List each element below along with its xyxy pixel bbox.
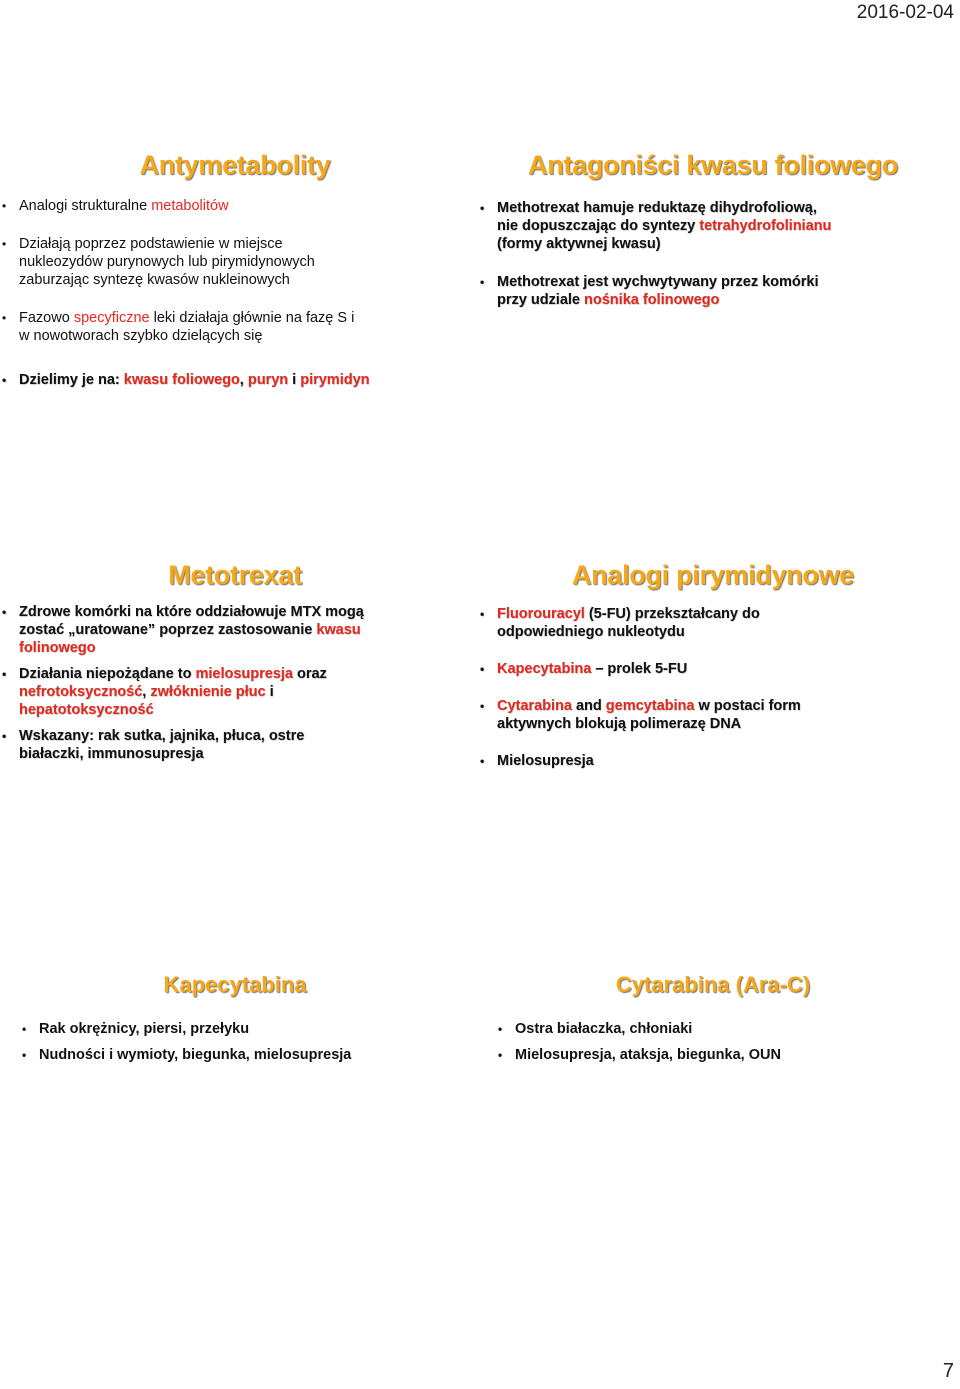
bullet-list [0, 197, 470, 345]
list-item: • Zdrowe komórki na które oddziałowuje MTX mogą zostać „uratowane” poprzez zastosowanie kwasu folinowego [2, 604, 364, 656]
slide-title: Antymetabolity [139, 150, 331, 180]
list-item: • Cytarabina and gemcytabina w postaci form aktywnych blokują polimerazę DNA [480, 698, 801, 732]
page-number: 7 [942, 1360, 954, 1382]
bullet-icon: • [480, 754, 485, 768]
bullet-icon: • [498, 1022, 503, 1036]
list-item: • Analogi strukturalne metabolitów [2, 198, 229, 214]
slide-title: Cytarabina (Ara-C) [615, 972, 811, 997]
list-item: • Działania niepożądane to mielosupresja oraz nefrotoksyczność, zwłóknienie płuc i hepatotoksyczność [2, 666, 327, 718]
slide-kapecytabina [0, 972, 470, 1075]
list-item: • Kapecytabina – prolek 5-FU [480, 661, 688, 677]
slide-cytarabina [478, 972, 948, 1075]
list-item: • Wskazany: rak sutka, jajnika, płuca, ostre białaczki, immunosupresja [2, 728, 305, 762]
list-item: • Ostra białaczka, chłoniaki [498, 1021, 693, 1037]
list-item: • Fluorouracyl (5-FU) przekształcany do odpowiedniego nukleotydu [480, 606, 760, 640]
slide-title: Analogi pirymidynowe [571, 560, 855, 590]
bullet-icon: • [2, 373, 7, 387]
bullet-icon: • [480, 699, 485, 713]
list-item: • Dzielimy je na: kwasu foliowego, puryn i pirymidyn [2, 372, 370, 388]
bullet-list [0, 603, 470, 763]
bullet-icon: • [22, 1022, 27, 1036]
list-item: • Methotrexat hamuje reduktazę dihydrofoliową, nie dopuszczając do syntezy tetrahydrofolinianu (formy aktywnej kwasu) [480, 200, 832, 252]
bullet-icon: • [480, 607, 485, 621]
bullet-icon: • [480, 662, 485, 676]
slide-metotrexat [0, 560, 470, 774]
list-item: • Fazowo specyficzne leki działaja głównie na fazę S i w nowotworach szybko dzielących się [2, 310, 355, 344]
bullet-list [478, 199, 948, 309]
bullet-icon: • [2, 667, 7, 681]
bullet-list [478, 605, 948, 770]
bullet-icon: • [480, 201, 485, 215]
bullet-icon: • [2, 729, 7, 743]
bullet-list [478, 1020, 948, 1064]
slide-title: Antagoniści kwasu foliowego [528, 150, 898, 180]
list-item: • Rak okrężnicy, piersi, przełyku [22, 1021, 250, 1037]
slide-analogi-pirymidynowe [478, 560, 948, 781]
list-item: • Nudności i wymioty, biegunka, mielosupresja [22, 1047, 352, 1063]
list-item: • Methotrexat jest wychwytywany przez komórki przy udziale nośnika folinowego [480, 274, 819, 308]
slide-antagonisci-kwasu-foliowego [478, 150, 948, 320]
list-item: • Mielosupresja [480, 753, 594, 769]
slide-title: Metotrexat [168, 560, 302, 590]
slide-title: Kapecytabina [163, 972, 307, 997]
list-item: • Mielosupresja, ataksja, biegunka, OUN [498, 1047, 781, 1063]
bullet-list-summary [0, 371, 470, 389]
bullet-icon: • [480, 275, 485, 289]
bullet-icon: • [2, 311, 7, 325]
slide-antymetabolity [0, 150, 470, 400]
bullet-icon: • [2, 237, 7, 251]
bullet-list [0, 1020, 470, 1064]
bullet-icon: • [2, 605, 7, 619]
document-date: 2016-02-04 [856, 2, 954, 23]
bullet-icon: • [498, 1048, 503, 1062]
bullet-icon: • [2, 199, 7, 213]
list-item: • Działają poprzez podstawienie w miejsce nukleozydów purynowych lub pirymidynowych zaburzając syntezę kwasów nukleinowych [2, 236, 315, 288]
bullet-icon: • [22, 1048, 27, 1062]
